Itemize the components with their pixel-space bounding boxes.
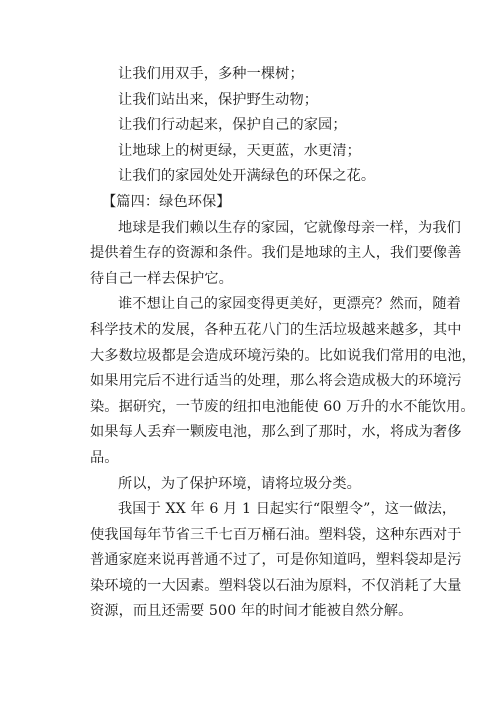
paragraph-line: 如果用完后不进行适当的处理，那么将会造成极大的环境污 bbox=[90, 373, 462, 390]
paragraph-line: 染。据研究，一节废的纽扣电池能使 60 万升的水不能饮用。 bbox=[90, 398, 475, 415]
paragraph bbox=[90, 292, 476, 471]
section-heading: 【篇四：绿色环保】 bbox=[102, 193, 231, 210]
slogan-line: 让我们站出来，保护野生动物； bbox=[118, 91, 319, 108]
paragraph-line: 染环境的一大因素。塑料袋以石油为原料，不仅消耗了大量 bbox=[90, 577, 462, 594]
paragraph-line: 资源，而且还需要 500 年的时间才能被自然分解。 bbox=[90, 603, 413, 620]
slogan-line: 让我们用双手，多种一棵树； bbox=[118, 66, 304, 82]
paragraph bbox=[90, 472, 412, 498]
slogan-line: 让地球上的树更绿，天更蓝，水更清； bbox=[118, 142, 361, 159]
paragraph-line: 地球是我们赖以生存的家园，它就像母亲一样，为我们 bbox=[118, 219, 461, 236]
paragraph-line: 使我国每年节省三千七百万桶石油。塑料袋，这种东西对于 bbox=[90, 526, 462, 543]
paragraph-line: 提供着生存的资源和条件。我们是地球的主人，我们要像善 bbox=[90, 245, 462, 262]
document-body bbox=[90, 62, 476, 625]
paragraph-line: 待自己一样去保护它。 bbox=[90, 270, 233, 287]
paragraph-line: 大多数垃圾都是会造成环境污染的。比如说我们常用的电池， bbox=[90, 347, 476, 364]
paragraph bbox=[90, 497, 462, 625]
paragraph-line: 所以，为了保护环境，请将垃圾分类。 bbox=[118, 475, 361, 492]
paragraph-line: 品。 bbox=[90, 449, 119, 466]
paragraph-line: 谁不想让自己的家园变得更美好，更漂亮？然而，随着 bbox=[118, 296, 461, 313]
slogan-line: 让我们行动起来，保护自己的家园； bbox=[118, 117, 347, 134]
slogan-line: 让我们的家园处处开满绿色的环保之花。 bbox=[118, 168, 376, 185]
paragraph bbox=[90, 216, 462, 293]
paragraph-line: 如果每人丢弃一颗废电池，那么到了那时，水，将成为奢侈 bbox=[90, 424, 462, 441]
paragraph-line: 普通家庭来说再普通不过了，可是你知道吗，塑料袋却是污 bbox=[90, 552, 462, 569]
paragraph-line: 我国于 XX 年 6 月 1 日起实行“限塑令”，这一做法， bbox=[118, 501, 457, 518]
paragraph-line: 科学技术的发展，各种五花八门的生活垃圾越来越多，其中 bbox=[90, 321, 462, 338]
